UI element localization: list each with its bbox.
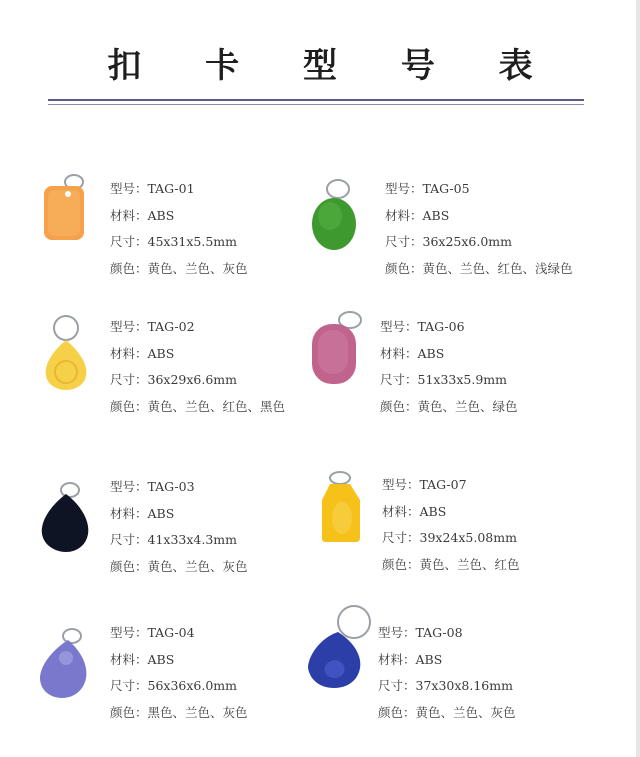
tag-04-keyfob-icon: [36, 626, 92, 700]
tag-05-keyfob-icon: [308, 176, 364, 252]
tag-06-colors: 颜色：黄色、兰色、绿色: [380, 398, 518, 414]
tag-01-model: 型号：TAG-01: [110, 181, 195, 196]
tag-08-keyfob-icon: [304, 604, 376, 690]
tag-04-material: 材料：ABS: [110, 651, 175, 667]
page-edge: [636, 0, 640, 757]
tag-04-size: 尺寸：56x36x6.0mm: [110, 678, 237, 693]
tag-04-model: 型号：TAG-04: [110, 625, 195, 640]
tag-07-size: 尺寸：39x24x5.08mm: [382, 530, 517, 545]
tag-07-material: 材料：ABS: [382, 503, 447, 519]
title-divider-thin: [48, 104, 584, 105]
tag-08-material: 材料：ABS: [378, 651, 443, 667]
tag-03-material: 材料：ABS: [110, 505, 175, 521]
title-divider: [48, 99, 584, 101]
tag-01-size: 尺寸：45x31x5.5mm: [110, 234, 237, 249]
tag-08-model: 型号：TAG-08: [378, 625, 463, 640]
tag-01-keyfob-icon: [38, 172, 94, 244]
tag-01-colors: 颜色：黄色、兰色、灰色: [110, 260, 248, 276]
tag-07-model: 型号：TAG-07: [382, 477, 467, 492]
tag-05-model: 型号：TAG-05: [385, 181, 470, 196]
tag-06-material: 材料：ABS: [380, 345, 445, 361]
tag-03-keyfob-icon: [38, 480, 94, 554]
tag-06-model: 型号：TAG-06: [380, 319, 465, 334]
page-title: 扣 卡 型 号 表: [107, 46, 559, 86]
tag-02-size: 尺寸：36x29x6.6mm: [110, 372, 237, 387]
tag-02-colors: 颜色：黄色、兰色、红色、黑色: [110, 398, 286, 414]
tag-07-keyfob-icon: [318, 470, 366, 544]
tag-08-colors: 颜色：黄色、兰色、灰色: [378, 704, 516, 720]
tag-05-material: 材料：ABS: [385, 207, 450, 223]
tag-03-colors: 颜色：黄色、兰色、灰色: [110, 558, 248, 574]
tag-02-material: 材料：ABS: [110, 345, 175, 361]
tag-06-size: 尺寸：51x33x5.9mm: [380, 372, 507, 387]
tag-07-colors: 颜色：黄色、兰色、红色: [382, 556, 520, 572]
tag-02-model: 型号：TAG-02: [110, 319, 195, 334]
tag-03-model: 型号：TAG-03: [110, 479, 195, 494]
tag-05-colors: 颜色：黄色、兰色、红色、浅绿色: [385, 260, 573, 276]
tag-01-material: 材料：ABS: [110, 207, 175, 223]
tag-06-keyfob-icon: [308, 310, 368, 388]
tag-03-size: 尺寸：41x33x4.3mm: [110, 532, 237, 547]
tag-08-size: 尺寸：37x30x8.16mm: [378, 678, 513, 693]
tag-02-keyfob-icon: [42, 314, 94, 392]
tag-05-size: 尺寸：36x25x6.0mm: [385, 234, 512, 249]
tag-04-colors: 颜色：黑色、兰色、灰色: [110, 704, 248, 720]
